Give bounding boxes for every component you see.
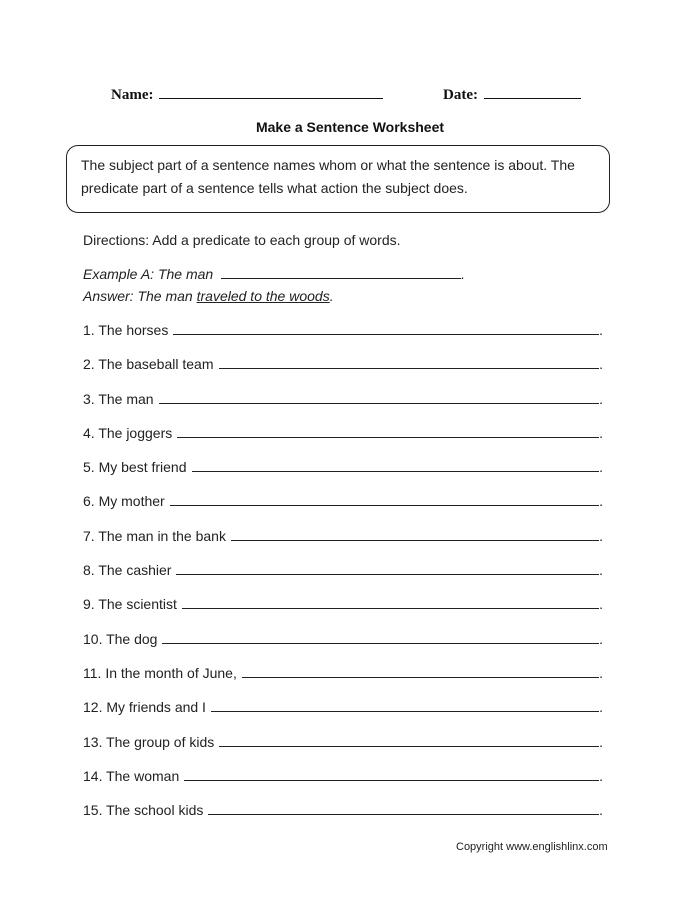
answer-blank-line[interactable] xyxy=(173,321,599,335)
item-period: . xyxy=(599,699,603,716)
item-prompt: 5. My best friend xyxy=(83,459,187,476)
item-period: . xyxy=(599,596,603,613)
worksheet-title: Make a Sentence Worksheet xyxy=(255,119,445,135)
definition-line-2: predicate part of a sentence tells what action the subject does. xyxy=(81,180,468,196)
list-item xyxy=(83,733,603,767)
item-prompt: 9. The scientist xyxy=(83,596,177,613)
example-blank xyxy=(221,266,461,279)
example-prompt xyxy=(83,266,465,282)
item-period: . xyxy=(599,493,603,510)
answer-blank-line[interactable] xyxy=(231,527,599,541)
list-item xyxy=(83,492,603,526)
definition-line-1: The subject part of a sentence names whom or what the sentence is about. The xyxy=(81,157,575,173)
list-item xyxy=(83,355,603,389)
item-period: . xyxy=(599,767,603,784)
list-item xyxy=(83,321,603,355)
item-prompt: 1. The horses xyxy=(83,322,169,338)
date-field[interactable] xyxy=(443,84,581,104)
list-item xyxy=(83,458,603,492)
item-prompt: 6. My mother xyxy=(83,493,165,510)
answer-blank-line[interactable] xyxy=(182,595,599,609)
items-list xyxy=(83,321,603,835)
example-answer-period: . xyxy=(329,288,334,304)
list-item xyxy=(83,424,603,458)
answer-blank-line[interactable] xyxy=(162,630,599,644)
directions-text: Directions: Add a predicate to each group of words. xyxy=(83,232,401,248)
item-period: . xyxy=(599,356,603,373)
answer-blank-line[interactable] xyxy=(170,492,599,506)
item-prompt: 7. The man in the bank xyxy=(83,527,226,544)
example-answer xyxy=(83,288,334,304)
date-blank-line[interactable] xyxy=(484,84,581,99)
name-field[interactable] xyxy=(111,84,383,104)
list-item xyxy=(83,698,603,732)
item-prompt: 3. The man xyxy=(83,390,154,407)
item-prompt: 2. The baseball team xyxy=(83,356,214,373)
item-period: . xyxy=(599,664,603,681)
list-item xyxy=(83,390,603,424)
definition-box xyxy=(66,145,610,213)
item-prompt: 10. The dog xyxy=(83,630,158,647)
answer-blank-line[interactable] xyxy=(177,424,599,438)
date-label: Date: xyxy=(443,87,478,103)
example-prompt-period: . xyxy=(461,266,465,282)
example-answer-predicate: traveled to the woods xyxy=(196,288,330,304)
item-prompt: 11. In the month of June, xyxy=(83,664,237,681)
answer-blank-line[interactable] xyxy=(159,390,600,404)
name-label: Name: xyxy=(111,87,154,103)
item-prompt: 8. The cashier xyxy=(83,562,172,579)
answer-blank-line[interactable] xyxy=(176,561,599,575)
answer-blank-line[interactable] xyxy=(192,458,600,472)
item-period: . xyxy=(599,802,603,819)
answer-blank-line[interactable] xyxy=(211,698,599,712)
list-item xyxy=(83,664,603,698)
item-period: . xyxy=(599,527,603,544)
item-period: . xyxy=(599,733,603,750)
item-period: . xyxy=(599,562,603,579)
list-item xyxy=(83,801,603,835)
list-item xyxy=(83,561,603,595)
example-answer-prefix: Answer: The man xyxy=(83,288,193,304)
item-period: . xyxy=(599,630,603,647)
answer-blank-line[interactable] xyxy=(184,767,599,781)
answer-blank-line[interactable] xyxy=(242,664,599,678)
item-prompt: 4. The joggers xyxy=(83,424,173,441)
list-item xyxy=(83,527,603,561)
name-blank-line[interactable] xyxy=(159,84,383,99)
copyright-text: Copyright www.englishlinx.com xyxy=(456,841,608,853)
example-prompt-text: Example A: The man xyxy=(83,266,214,282)
item-prompt: 13. The group of kids xyxy=(83,733,215,750)
item-period: . xyxy=(599,322,603,338)
answer-blank-line[interactable] xyxy=(219,355,600,369)
item-prompt: 14. The woman xyxy=(83,767,180,784)
item-period: . xyxy=(599,390,603,407)
list-item xyxy=(83,595,603,629)
item-prompt: 12. My friends and I xyxy=(83,699,206,716)
answer-blank-line[interactable] xyxy=(208,801,599,815)
item-period: . xyxy=(599,459,603,476)
answer-blank-line[interactable] xyxy=(219,733,599,747)
list-item xyxy=(83,630,603,664)
item-period: . xyxy=(599,424,603,441)
list-item xyxy=(83,767,603,801)
item-prompt: 15. The school kids xyxy=(83,802,204,819)
